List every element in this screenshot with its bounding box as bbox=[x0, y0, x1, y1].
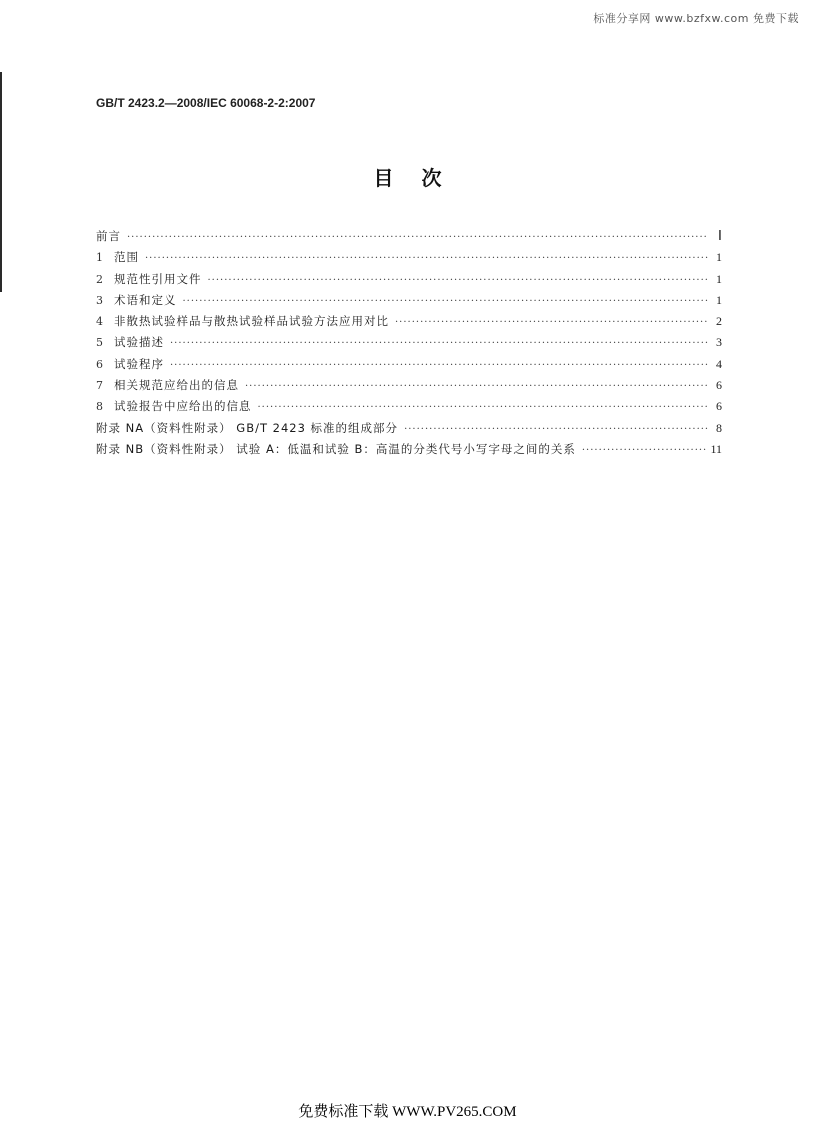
toc-entry-annex-na[interactable] bbox=[96, 420, 722, 441]
toc-entry-text: 范围 bbox=[114, 250, 139, 265]
toc-entry-number: 4 bbox=[96, 315, 103, 329]
toc-entry-page: 3 bbox=[716, 335, 722, 350]
toc-entry-text: 非散热试验样品与散热试验样品试验方法应用对比 bbox=[114, 314, 389, 329]
toc-leader-dots bbox=[127, 232, 708, 243]
toc-entry-number: 8 bbox=[96, 400, 103, 414]
top-watermark: 标准分享网 www.bzfxw.com 免费下载 bbox=[593, 12, 799, 25]
toc-entry-number: 3 bbox=[96, 293, 103, 307]
toc-entry-page: 2 bbox=[716, 314, 722, 329]
toc-entry-2[interactable] bbox=[96, 271, 722, 292]
toc-entry-page: 11 bbox=[710, 441, 722, 456]
toc-entry-page: 6 bbox=[716, 378, 722, 393]
toc-entry-annex-nb[interactable] bbox=[96, 441, 722, 462]
toc-entry-page: Ⅰ bbox=[717, 229, 722, 244]
toc-entry-text: 相关规范应给出的信息 bbox=[114, 378, 239, 393]
toc-entry-text: 试验描述 bbox=[114, 335, 164, 350]
toc-entry-text: 附录 NB（资料性附录） 试验 A：低温和试验 B：高温的分类代号小写字母之间的关系 bbox=[96, 441, 576, 456]
toc-leader-dots bbox=[183, 296, 709, 307]
toc-entry-page: 1 bbox=[716, 292, 722, 307]
toc-entry-7[interactable] bbox=[96, 377, 722, 398]
bottom-watermark: 免费标准下载 WWW.PV265.COM bbox=[298, 1104, 517, 1120]
toc-entry-text: 试验程序 bbox=[114, 356, 164, 371]
toc-title: 目次 bbox=[373, 166, 470, 190]
toc-entry-page: 6 bbox=[716, 399, 722, 414]
toc-leader-dots bbox=[245, 381, 708, 392]
toc-entry-6[interactable] bbox=[96, 356, 722, 377]
toc-entry-text: 规范性引用文件 bbox=[114, 271, 202, 286]
toc-entry-5[interactable] bbox=[96, 334, 722, 355]
toc-leader-dots bbox=[404, 424, 708, 435]
toc-entry-text: 试验报告中应给出的信息 bbox=[114, 399, 252, 414]
toc-entry-text: 前言 bbox=[96, 229, 121, 243]
toc-entry-page: 4 bbox=[716, 356, 722, 371]
toc-entry-page: 8 bbox=[716, 420, 722, 435]
toc-entry-foreword[interactable] bbox=[96, 228, 722, 249]
toc-leader-dots bbox=[145, 253, 708, 264]
toc-entry-number: 1 bbox=[96, 251, 103, 265]
toc-entry-8[interactable] bbox=[96, 398, 722, 419]
toc-leader-dots bbox=[258, 402, 709, 413]
toc-entry-text: 附录 NA（资料性附录） GB/T 2423 标准的组成部分 bbox=[96, 420, 399, 435]
toc-entry-page: 1 bbox=[716, 250, 722, 265]
toc-entry-number: 5 bbox=[96, 336, 103, 350]
toc-leader-dots bbox=[582, 445, 707, 456]
toc-leader-dots bbox=[395, 317, 708, 328]
toc-entry-3[interactable] bbox=[96, 292, 722, 313]
toc-leader-dots bbox=[170, 338, 708, 349]
toc-leader-dots bbox=[208, 275, 709, 286]
toc-leader-dots bbox=[170, 360, 708, 371]
toc-entry-text: 术语和定义 bbox=[114, 292, 177, 307]
toc-entry-number: 7 bbox=[96, 379, 103, 393]
standard-number: GB/T 2423.2—2008/IEC 60068-2-2:2007 bbox=[96, 96, 316, 110]
toc-entry-4[interactable] bbox=[96, 313, 722, 334]
toc-entry-number: 2 bbox=[96, 272, 103, 286]
toc-entry-number: 6 bbox=[96, 357, 103, 371]
toc-entry-1[interactable] bbox=[96, 249, 722, 270]
toc-list bbox=[96, 228, 722, 462]
toc-entry-page: 1 bbox=[716, 271, 722, 286]
